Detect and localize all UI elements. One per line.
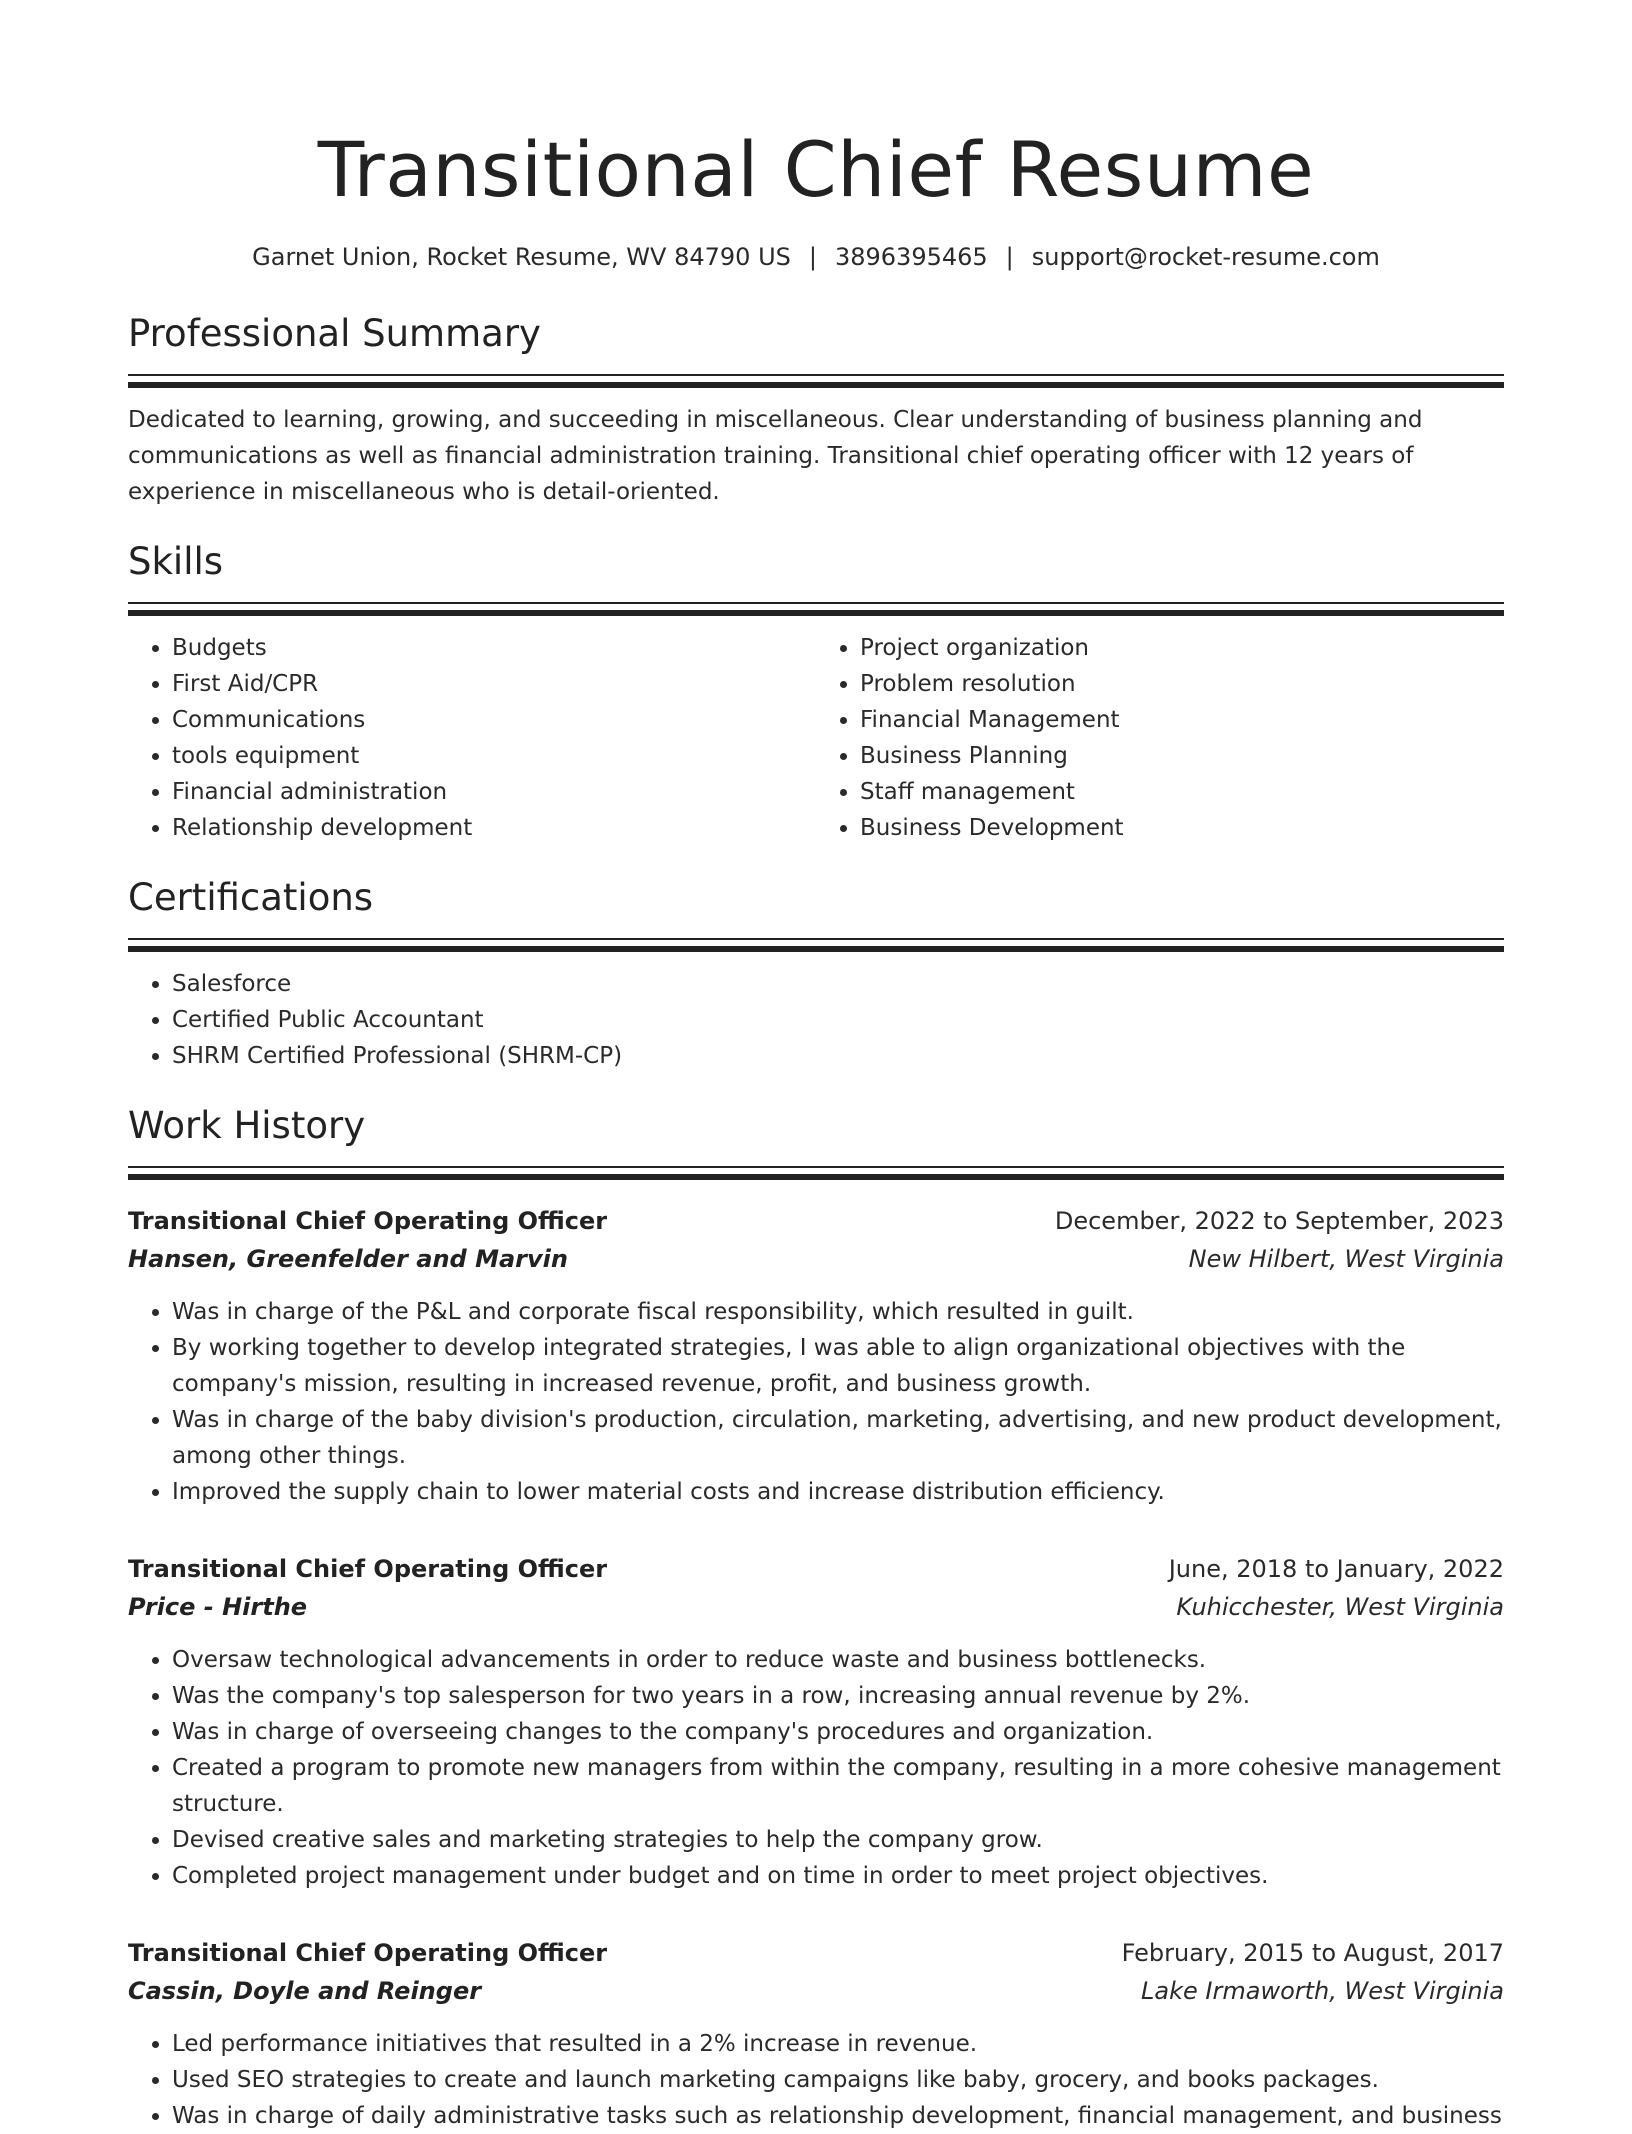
contact-separator: |	[808, 243, 817, 271]
skill-item: • First Aid/CPR	[172, 666, 816, 702]
job-bullet: • Created a program to promote new managers from within the company, resulting in a more cohesive management structure.	[172, 1750, 1504, 1822]
job-bullet: • By working together to develop integrated strategies, I was able to align organizational objectives with the company's mission, resulting in increased revenue, profit, and business growth.	[172, 1330, 1504, 1402]
certification-item: • SHRM Certified Professional (SHRM-CP)	[172, 1038, 1504, 1074]
job-bullet: • Used SEO strategies to create and launch marketing campaigns like baby, grocery, and books packages.	[172, 2062, 1504, 2098]
skill-item: • Communications	[172, 702, 816, 738]
job-bullet: • Was in charge of overseeing changes to the company's procedures and organization.	[172, 1714, 1504, 1750]
skills-list-left	[128, 630, 816, 846]
job-subheader-row	[128, 1240, 1504, 1278]
job-company: Cassin, Doyle and Reinger	[128, 1977, 482, 2005]
contact-email: support@rocket-resume.com	[1031, 243, 1380, 271]
section-rule	[128, 602, 1504, 616]
job-entry	[128, 1202, 1504, 1510]
job-dates: February, 2015 to August, 2017	[1121, 1939, 1504, 1967]
job-bullet: • Was in charge of daily administrative tasks such as relationship development, financial management, and business	[172, 2098, 1504, 2134]
skills-grid	[128, 630, 1504, 846]
skill-item: • Business Planning	[860, 738, 1504, 774]
job-location: Lake Irmaworth, West Virginia	[1141, 1977, 1504, 2005]
skill-item: • tools equipment	[172, 738, 816, 774]
section-rule	[128, 938, 1504, 952]
contact-phone: 3896395465	[834, 243, 988, 271]
job-bullet: • Was the company's top salesperson for two years in a row, increasing annual revenue by 2%.	[172, 1678, 1504, 1714]
certifications-section	[128, 874, 1504, 1074]
job-bullet: • Led performance initiatives that resulted in a 2% increase in revenue.	[172, 2026, 1504, 2062]
skill-item: • Budgets	[172, 630, 816, 666]
job-company: Price - Hirthe	[128, 1593, 308, 1621]
job-bullets	[128, 1642, 1504, 1894]
job-title: Transitional Chief Operating Officer	[128, 1207, 608, 1235]
job-company: Hansen, Greenfelder and Marvin	[128, 1245, 568, 1273]
skill-item: • Project organization	[860, 630, 1504, 666]
job-bullets	[128, 1294, 1504, 1510]
work-history-section	[128, 1102, 1504, 2134]
job-dates: June, 2018 to January, 2022	[1168, 1555, 1504, 1583]
section-heading-certifications: Certifications	[128, 876, 374, 919]
skill-item: • Relationship development	[172, 810, 816, 846]
job-header-row	[128, 1202, 1504, 1240]
summary-section	[128, 310, 1504, 510]
contact-separator: |	[1005, 243, 1014, 271]
section-rule	[128, 1166, 1504, 1180]
job-subheader-row	[128, 1972, 1504, 2010]
job-bullet: • Completed project management under budget and on time in order to meet project objectives.	[172, 1858, 1504, 1894]
skill-item: • Problem resolution	[860, 666, 1504, 702]
resume-page	[128, 0, 1504, 2134]
job-dates: December, 2022 to September, 2023	[1054, 1207, 1504, 1235]
section-heading-summary: Professional Summary	[128, 312, 541, 355]
job-bullets	[128, 2026, 1504, 2134]
job-entry	[128, 1550, 1504, 1894]
job-location: Kuhicchester, West Virginia	[1176, 1593, 1504, 1621]
summary-text: Dedicated to learning, growing, and succeeding in miscellaneous. Clear understanding of business planning and communications as well as financial administration training. Transitional chief operating officer with 12 years of experience in miscellaneous who is detail-oriented.	[128, 407, 1423, 505]
certification-item: • Certified Public Accountant	[172, 1002, 1504, 1038]
job-subheader-row	[128, 1588, 1504, 1626]
certifications-list	[128, 966, 1504, 1074]
section-heading-work-history: Work History	[128, 1104, 366, 1147]
contact-address: Garnet Union, Rocket Resume, WV 84790 US	[252, 243, 791, 271]
skill-item: • Staff management	[860, 774, 1504, 810]
job-entry	[128, 1934, 1504, 2134]
skills-list-right	[816, 630, 1504, 846]
skill-item: • Financial Management	[860, 702, 1504, 738]
skill-item: • Business Development	[860, 810, 1504, 846]
skills-section	[128, 538, 1504, 846]
section-heading-skills: Skills	[128, 540, 224, 583]
job-bullet: • Oversaw technological advancements in order to reduce waste and business bottlenecks.	[172, 1642, 1504, 1678]
job-bullet: • Devised creative sales and marketing strategies to help the company grow.	[172, 1822, 1504, 1858]
resume-title: Transitional Chief Resume	[317, 125, 1315, 214]
skill-item: • Financial administration	[172, 774, 816, 810]
job-bullet: • Improved the supply chain to lower material costs and increase distribution efficiency.	[172, 1474, 1504, 1510]
job-header-row	[128, 1934, 1504, 1972]
job-title: Transitional Chief Operating Officer	[128, 1555, 608, 1583]
job-title: Transitional Chief Operating Officer	[128, 1939, 608, 1967]
contact-line	[128, 240, 1504, 274]
job-location: New Hilbert, West Virginia	[1188, 1245, 1504, 1273]
job-bullet: • Was in charge of the P&L and corporate fiscal responsibility, which resulted in guilt.	[172, 1294, 1504, 1330]
certification-item: • Salesforce	[172, 966, 1504, 1002]
job-bullet: • Was in charge of the baby division's production, circulation, marketing, advertising, and new product development, among other things.	[172, 1402, 1504, 1474]
job-header-row	[128, 1550, 1504, 1588]
section-rule	[128, 374, 1504, 388]
